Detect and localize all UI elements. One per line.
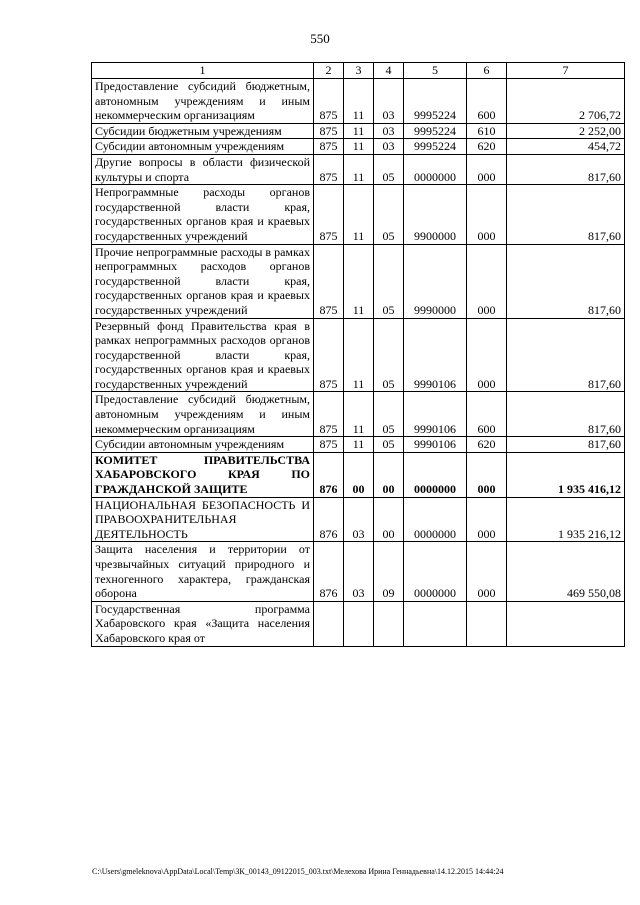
- header-col-1: 1: [92, 63, 314, 79]
- row-ministry-code: 876: [314, 542, 344, 601]
- row-ministry-code: 875: [314, 318, 344, 392]
- row-amount: 817,60: [507, 154, 625, 184]
- row-section: 11: [344, 154, 374, 184]
- row-expense-type: 000: [467, 497, 507, 542]
- row-name: Субсидии бюджетным учреждениям: [92, 123, 314, 139]
- table-row: [92, 601, 625, 646]
- row-expense-type: 000: [467, 154, 507, 184]
- table-row: [92, 244, 625, 318]
- row-section: 11: [344, 437, 374, 453]
- row-expense-type: 000: [467, 244, 507, 318]
- row-expense-type: 610: [467, 123, 507, 139]
- table-row: [92, 392, 625, 437]
- row-ministry-code: 875: [314, 244, 344, 318]
- row-target-article: 9995224: [404, 139, 467, 155]
- row-target-article: 9990106: [404, 392, 467, 437]
- table-header-row: [92, 63, 625, 79]
- row-target-article: [404, 601, 467, 646]
- file-path-footer: C:\Users\gmeleknova\AppData\Local\Temp\ЗК_00143_09122015_003.txt\Мелехова Ирина Геннадьевна\14.12.2015 14:44:24: [92, 867, 504, 876]
- row-target-article: 0000000: [404, 497, 467, 542]
- row-ministry-code: 876: [314, 497, 344, 542]
- row-amount: 2 252,00: [507, 123, 625, 139]
- row-amount: 817,60: [507, 185, 625, 244]
- row-section: 03: [344, 542, 374, 601]
- table-row: [92, 542, 625, 601]
- row-subsection: 00: [374, 452, 404, 497]
- row-expense-type: 000: [467, 185, 507, 244]
- row-amount: 454,72: [507, 139, 625, 155]
- row-section: 11: [344, 244, 374, 318]
- row-target-article: 9990000: [404, 244, 467, 318]
- row-target-article: 9900000: [404, 185, 467, 244]
- table-row-heading: [92, 452, 625, 497]
- row-ministry-code: 875: [314, 154, 344, 184]
- row-expense-type: 000: [467, 542, 507, 601]
- row-name: Прочие непрограммные расходы в рамках непрограммных расходов органов государственной власти края, государственных органов края и краевых государственных учреждений: [92, 244, 314, 318]
- row-amount: [507, 601, 625, 646]
- header-col-7: 7: [507, 63, 625, 79]
- row-subsection: 05: [374, 437, 404, 453]
- row-amount: 817,60: [507, 244, 625, 318]
- header-col-5: 5: [404, 63, 467, 79]
- row-name: Предоставление субсидий бюджетным, автономным учреждениям и иным некоммерческим организациям: [92, 392, 314, 437]
- row-target-article: 9995224: [404, 79, 467, 124]
- row-name: КОМИТЕТ ПРАВИТЕЛЬСТВА ХАБАРОВСКОГО КРАЯ ПО ГРАЖДАНСКОЙ ЗАЩИТЕ: [92, 452, 314, 497]
- row-target-article: 9995224: [404, 123, 467, 139]
- row-amount: 2 706,72: [507, 79, 625, 124]
- row-section: 11: [344, 392, 374, 437]
- row-subsection: 09: [374, 542, 404, 601]
- row-ministry-code: 875: [314, 139, 344, 155]
- row-target-article: 0000000: [404, 154, 467, 184]
- row-ministry-code: 876: [314, 452, 344, 497]
- row-section: [344, 601, 374, 646]
- row-amount: 817,60: [507, 318, 625, 392]
- header-col-2: 2: [314, 63, 344, 79]
- row-name: Предоставление субсидий бюджетным, автономным учреждениям и иным некоммерческим организациям: [92, 79, 314, 124]
- table-row: [92, 318, 625, 392]
- page-number: 550: [310, 31, 330, 46]
- row-subsection: 05: [374, 318, 404, 392]
- row-name: Резервный фонд Правительства края в рамках непрограммных расходов органов государственной власти края, государственных органов края и краевых государственных учреждений: [92, 318, 314, 392]
- table-row: [92, 123, 625, 139]
- row-subsection: 05: [374, 154, 404, 184]
- row-ministry-code: 875: [314, 123, 344, 139]
- row-target-article: 9990106: [404, 437, 467, 453]
- row-subsection: 05: [374, 185, 404, 244]
- row-amount: 1 935 216,12: [507, 497, 625, 542]
- row-target-article: 0000000: [404, 452, 467, 497]
- row-section: 11: [344, 139, 374, 155]
- row-section: 11: [344, 318, 374, 392]
- row-expense-type: 620: [467, 437, 507, 453]
- row-ministry-code: 875: [314, 392, 344, 437]
- row-name: Субсидии автономным учреждениям: [92, 437, 314, 453]
- table-row: [92, 185, 625, 244]
- row-subsection: [374, 601, 404, 646]
- header-col-3: 3: [344, 63, 374, 79]
- table-row: [92, 437, 625, 453]
- row-subsection: 03: [374, 123, 404, 139]
- row-subsection: 05: [374, 244, 404, 318]
- row-section: 11: [344, 79, 374, 124]
- row-subsection: 00: [374, 497, 404, 542]
- row-target-article: 0000000: [404, 542, 467, 601]
- row-name: Государственная программа Хабаровского края «Защита населения Хабаровского края от: [92, 601, 314, 646]
- row-name: НАЦИОНАЛЬНАЯ БЕЗОПАСНОСТЬ И ПРАВООХРАНИТЕЛЬНАЯ ДЕЯТЕЛЬНОСТЬ: [92, 497, 314, 542]
- table-row: [92, 497, 625, 542]
- header-col-4: 4: [374, 63, 404, 79]
- row-name: Защита населения и территории от чрезвычайных ситуаций природного и техногенного характера, гражданская оборона: [92, 542, 314, 601]
- row-expense-type: 000: [467, 452, 507, 497]
- row-subsection: 03: [374, 79, 404, 124]
- row-subsection: 03: [374, 139, 404, 155]
- table-row: [92, 154, 625, 184]
- table-row: [92, 139, 625, 155]
- row-subsection: 05: [374, 392, 404, 437]
- header-col-6: 6: [467, 63, 507, 79]
- row-ministry-code: [314, 601, 344, 646]
- row-name: Непрограммные расходы органов государственной власти края, государственных органов края и краевых государственных учреждений: [92, 185, 314, 244]
- row-name: Другие вопросы в области физической культуры и спорта: [92, 154, 314, 184]
- row-ministry-code: 875: [314, 79, 344, 124]
- row-expense-type: 600: [467, 79, 507, 124]
- row-amount: 469 550,08: [507, 542, 625, 601]
- row-expense-type: 620: [467, 139, 507, 155]
- row-section: 03: [344, 497, 374, 542]
- row-section: 11: [344, 185, 374, 244]
- row-ministry-code: 875: [314, 185, 344, 244]
- table-row: [92, 79, 625, 124]
- row-expense-type: [467, 601, 507, 646]
- row-section: 00: [344, 452, 374, 497]
- row-expense-type: 600: [467, 392, 507, 437]
- row-amount: 817,60: [507, 392, 625, 437]
- row-expense-type: 000: [467, 318, 507, 392]
- row-name: Субсидии автономным учреждениям: [92, 139, 314, 155]
- row-target-article: 9990106: [404, 318, 467, 392]
- row-amount: 817,60: [507, 437, 625, 453]
- budget-table: [91, 62, 625, 647]
- row-amount: 1 935 416,12: [507, 452, 625, 497]
- row-ministry-code: 875: [314, 437, 344, 453]
- row-section: 11: [344, 123, 374, 139]
